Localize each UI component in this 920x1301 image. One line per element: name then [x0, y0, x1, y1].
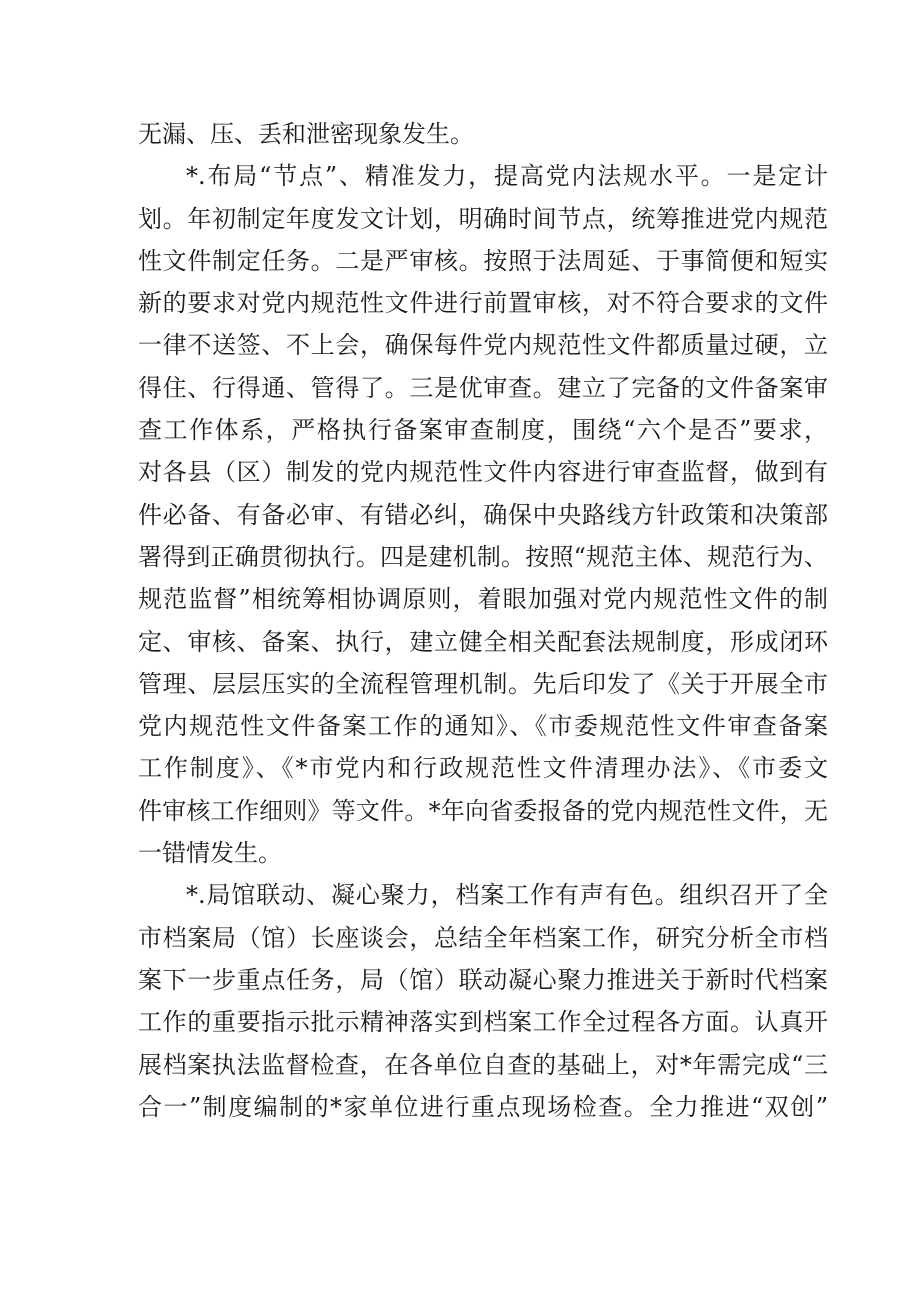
- document-body: [138, 113, 828, 1128]
- text-line: 性文件制定任务。二是严审核。按照于法周延、于事简便和短实: [138, 246, 828, 275]
- text-line: 对各县（区）制发的党内规范性文件内容进行审查监督，做到有: [138, 458, 828, 487]
- text-line: 案下一步重点任务，局（馆）联动凝心聚力推进关于新时代档案: [138, 965, 828, 994]
- text-line: 无漏、压、丢和泄密现象发生。: [138, 120, 474, 148]
- text-line: 查工作体系，严格执行备案审查制度，围绕“六个是否”要求，: [138, 416, 828, 445]
- text-line: 工作的重要指示批示精神落实到档案工作全过程各方面。认真开: [138, 1008, 828, 1037]
- text-line: 展档案执法监督检查，在各单位自查的基础上，对*年需完成“三: [138, 1050, 828, 1079]
- text-line: 工作制度》、《*市党内和行政规范性文件清理办法》、《市委文: [138, 754, 828, 783]
- text-line: 合一”制度编制的*家单位进行重点现场检查。全力推进“双创”: [138, 1092, 828, 1121]
- paragraph-start-line: *.布局“节点”、精准发力，提高党内法规水平。一是定计: [186, 162, 828, 191]
- text-line: 新的要求对党内规范性文件进行前置审核，对不符合要求的文件: [138, 289, 828, 318]
- text-line: 件审核工作细则》等文件。*年向省委报备的党内规范性文件，无: [138, 796, 828, 825]
- text-line: 市档案局（馆）长座谈会，总结全年档案工作，研究分析全市档: [138, 923, 828, 952]
- text-line: 党内规范性文件备案工作的通知》、《市委规范性文件审查备案: [138, 712, 828, 741]
- text-line: 划。年初制定年度发文计划，明确时间节点，统筹推进党内规范: [138, 204, 828, 233]
- text-line: 得住、行得通、管得了。三是优审查。建立了完备的文件备案审: [138, 373, 828, 402]
- text-line: 管理、层层压实的全流程管理机制。先后印发了《关于开展全市: [138, 669, 828, 698]
- text-line: 定、审核、备案、执行，建立健全相关配套法规制度，形成闭环: [138, 627, 828, 656]
- text-line: 署得到正确贯彻执行。四是建机制。按照“规范主体、规范行为、: [138, 542, 828, 571]
- text-line: 规范监督”相统筹相协调原则，着眼加强对党内规范性文件的制: [138, 585, 828, 614]
- text-line: 一律不送签、不上会，确保每件党内规范性文件都质量过硬，立: [138, 331, 828, 360]
- text-line: 一错情发生。: [138, 839, 282, 868]
- paragraph-start-line: *.局馆联动、凝心聚力，档案工作有声有色。组织召开了全: [186, 881, 828, 910]
- text-line: 件必备、有备必审、有错必纠，确保中央路线方针政策和决策部: [138, 500, 828, 529]
